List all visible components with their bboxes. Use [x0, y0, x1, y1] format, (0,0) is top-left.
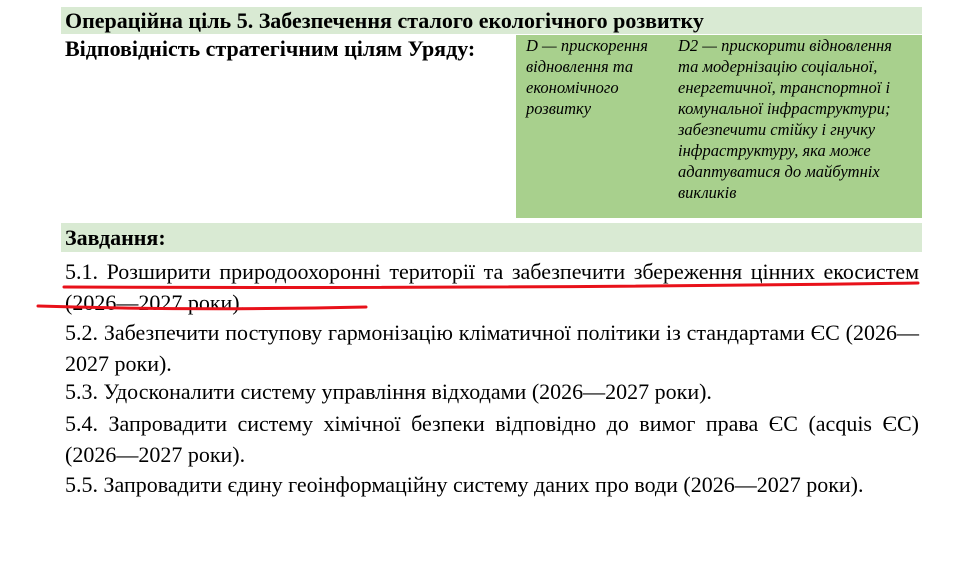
strategic-goal-d: D — прискорення відновлення та економічного розвитку	[526, 36, 648, 118]
operational-goal-title: Операційна ціль 5. Забезпечення сталого екологічного розвитку	[65, 8, 704, 33]
task-item-5-3: 5.3. Удосконалити систему управління відходами (2026—2027 роки).	[65, 379, 712, 404]
task-item-5-4: 5.4. Запровадити систему хімічної безпеки відповідно до вимог права ЄС (acquis ЄС) (2026—2027 роки).	[65, 411, 919, 467]
tasks-heading: Завдання:	[65, 225, 166, 250]
tasks-heading-background	[61, 223, 922, 252]
task-item-5-5: 5.5. Запровадити єдину геоінформаційну систему даних про води (2026—2027 роки).	[65, 472, 864, 497]
strategic-goal-d2: D2 — прискорити відновлення та модернізацію соціальної, енергетичної, транспортної і комунальної інфраструктури; забезпечити стійку і гнучку інфраструктуру, яка може адаптуватися до майбутніх викликів	[678, 36, 892, 202]
task-item-5-2: 5.2. Забезпечити поступову гармонізацію кліматичної політики із стандартами ЄС (2026—2027 роки).	[65, 320, 919, 376]
task-item-5-1: 5.1. Розширити природоохоронні території та забезпечити збереження цінних екосистем (2026—2027 роки).	[65, 259, 919, 315]
government-goals-label: Відповідність стратегічним цілям Уряду:	[65, 36, 476, 61]
strategic-goals-box	[516, 35, 922, 218]
